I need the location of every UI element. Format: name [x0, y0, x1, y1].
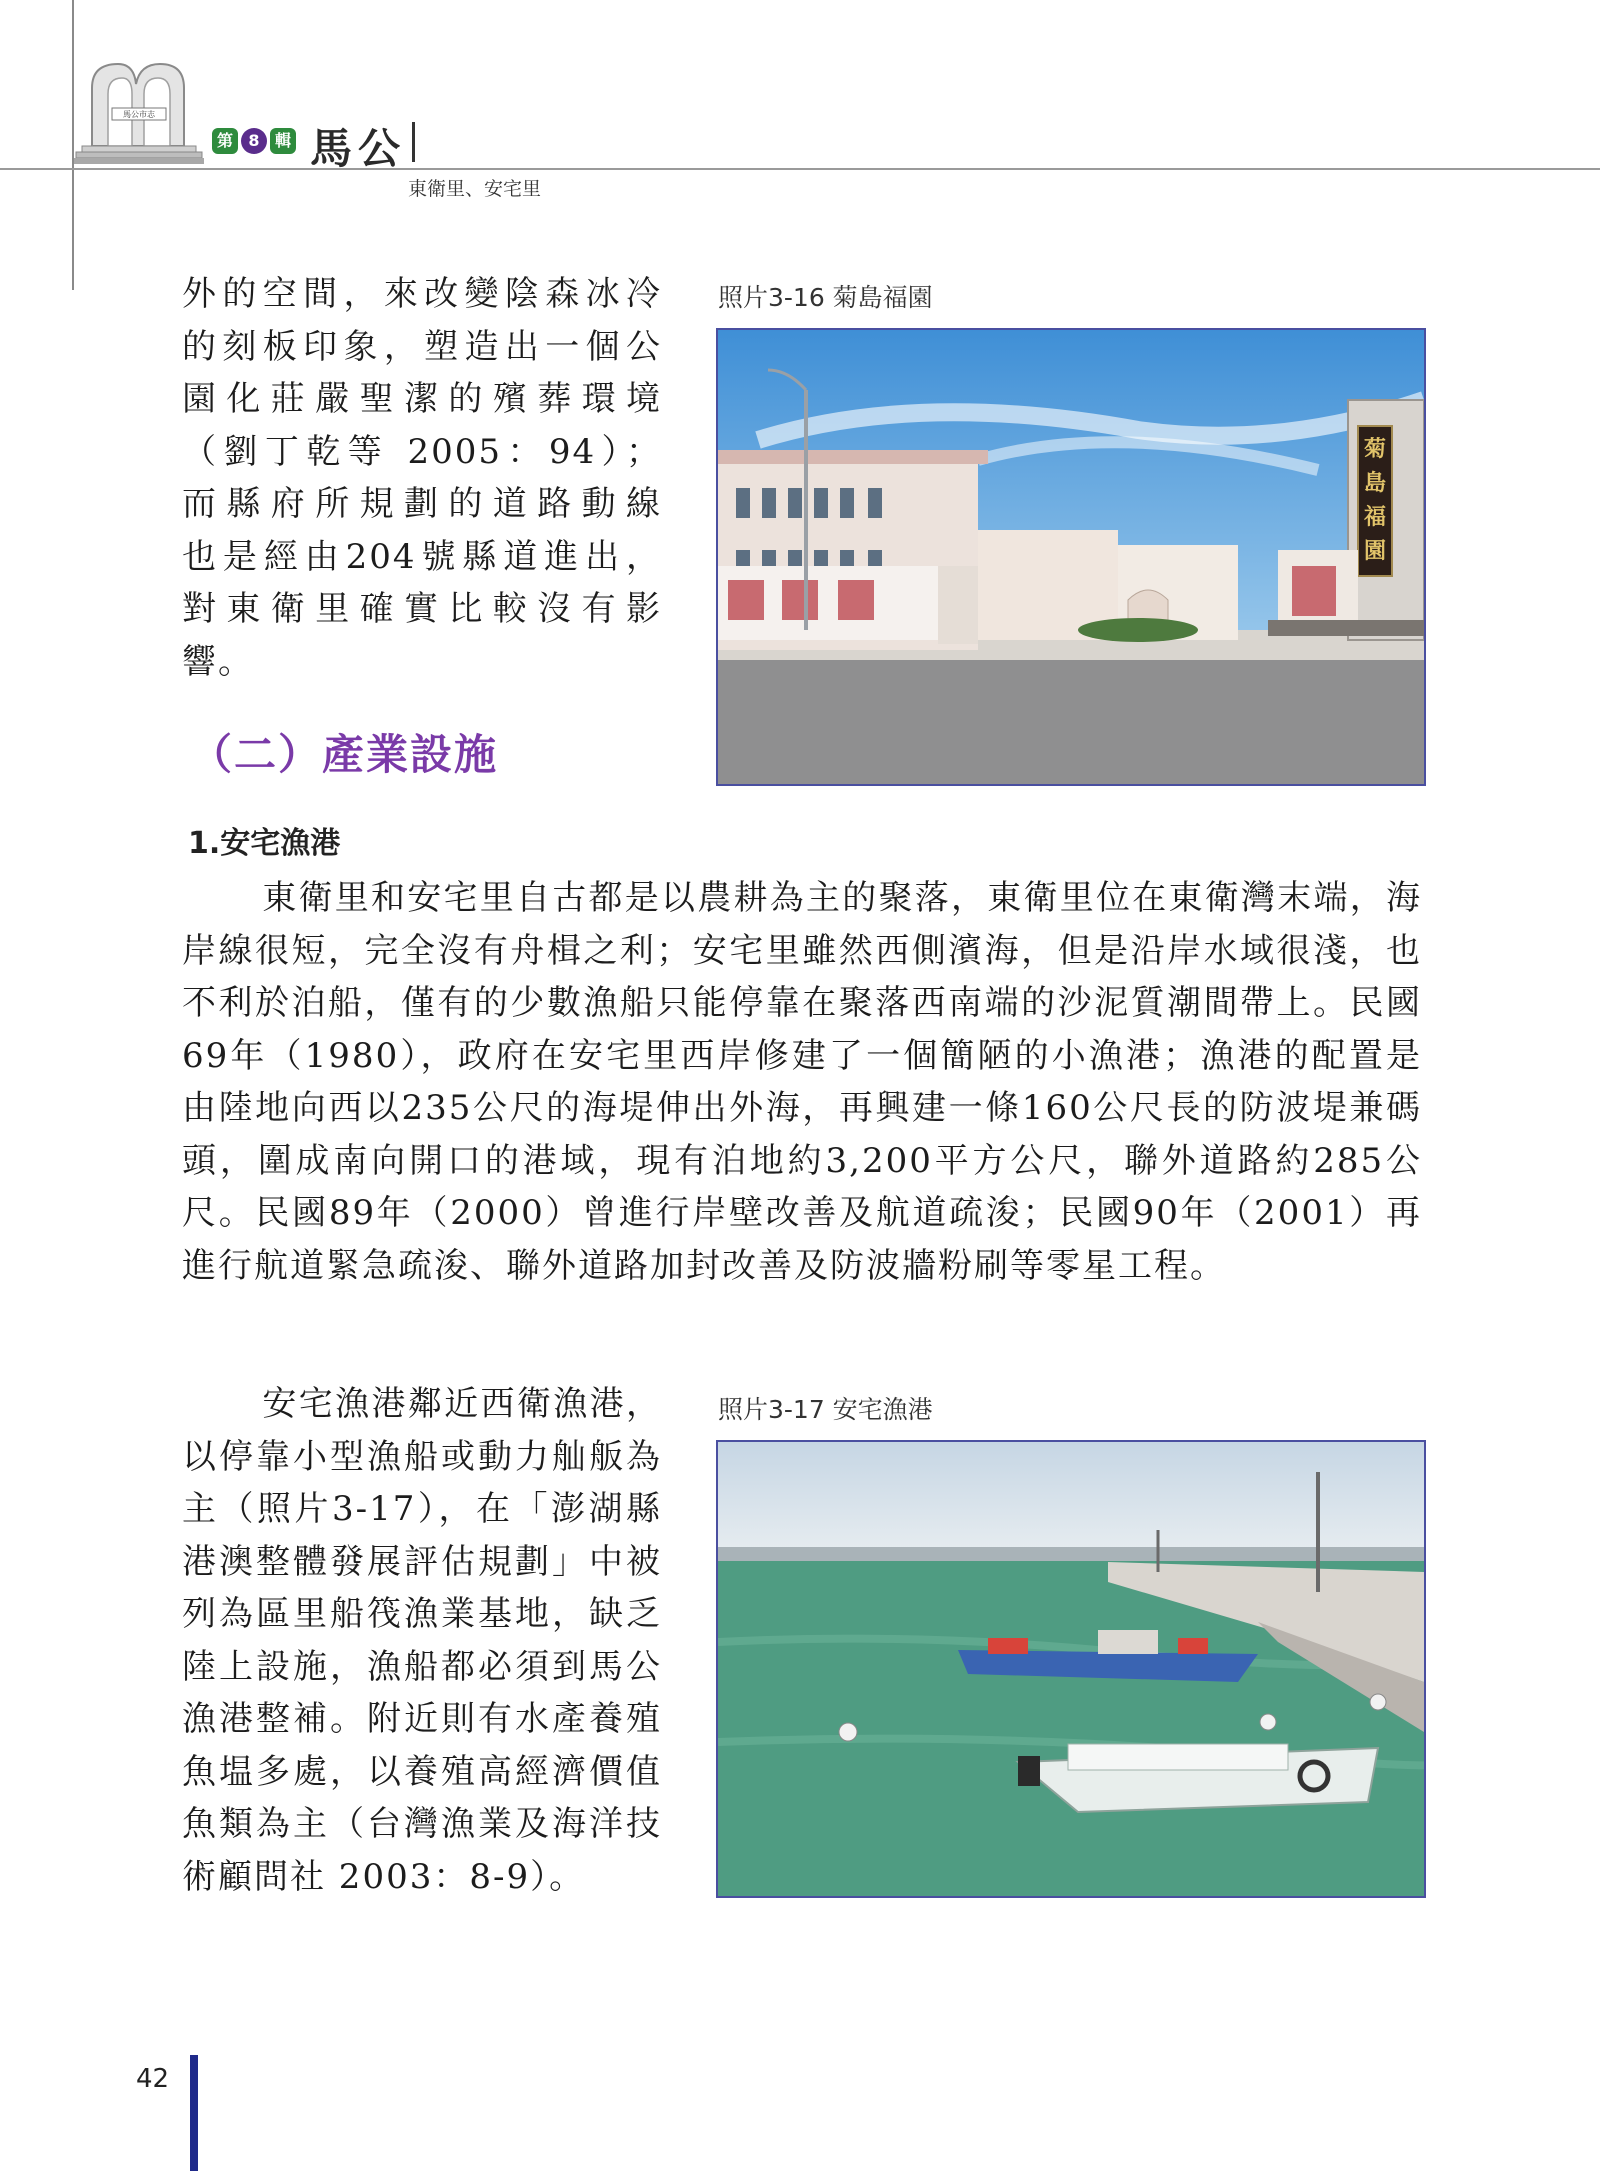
sign-character: 園 [1363, 538, 1387, 564]
paragraph-harbor-neighbors [182, 1378, 662, 1903]
volume-badge [212, 128, 296, 154]
paragraph-text: 東衛里和安宅里自古都是以農耕為主的聚落，東衛里位在東衛灣末端，海岸線很短，完全沒有舟楫之利；安宅里雖然西側濱海，但是沿岸水域很淺，也不利於泊船，僅有的少數漁船只能停靠在聚落西南端的沙泥質潮間帶上。民國69年（1980），政府在安宅里西岸修建了一個簡陋的小漁港；漁港的配置是由陸地向西以235公尺的海堤伸出外海，再興建一條160公尺長的防波堤兼碼頭，圍成南向開口的港域，現有泊地約3,200平方公尺，聯外道路約285公尺。民國89年（2000）曾進行岸壁改善及航道疏浚；民國90年（2001）再進行航道緊急疏浚、聯外道路加封改善及防波牆粉刷等零星工程。 [182, 878, 1422, 1286]
region-title: 馬公 [310, 124, 407, 173]
photo-caption: 照片3-16 菊島福園 [718, 283, 933, 312]
photo-cemetery-park [716, 328, 1426, 786]
sub-heading: 1.安宅漁港 [188, 826, 341, 861]
paragraph-continuation [182, 268, 662, 688]
volume-badge-suffix: 輯 [270, 128, 296, 154]
photo-caption: 照片3-17 安宅漁港 [718, 1395, 933, 1424]
monument-icon [74, 58, 204, 166]
photo-fishing-harbor [716, 1440, 1426, 1898]
text-line: 也是經由204號縣道進出， [182, 536, 662, 577]
header-horizontal-rule [0, 168, 1600, 170]
sign-character: 島 [1363, 470, 1387, 496]
volume-badge-prefix: 第 [212, 128, 238, 154]
page-edge-bar [190, 2055, 198, 2171]
header-subtitle: 東衛里、安宅里 [408, 178, 542, 200]
page-number: 42 [136, 2064, 170, 2094]
paragraph-anzhai-harbor [182, 872, 1422, 1292]
paragraph-text: 安宅漁港鄰近西衛漁港，以停靠小型漁船或動力舢舨為主（照片3-17），在「澎湖縣港澳整體發展評估規劃」中被列為區里船筏漁業基地，缺乏陸上設施，漁船都必須到馬公漁港整補。附近則有水產養殖魚塭多處，以養殖高經濟價值魚類為主（台灣漁業及海洋技術顧問社 2003：8-9）。 [182, 1384, 662, 1897]
text-line: （劉丁乾等 2005：94）； [182, 431, 662, 472]
text-line: 響。 [182, 641, 254, 682]
text-line: 對東衛里確實比較沒有影 [182, 589, 662, 629]
monument-plaque-text: 馬公市志 [123, 110, 155, 119]
sign-character: 福 [1363, 504, 1387, 530]
text-line: 的刻板印象，塑造出一個公 [182, 326, 662, 367]
text-line: 外的空間，來改變陰森冰冷 [182, 274, 662, 314]
section-heading: （二）產業設施 [190, 730, 499, 779]
volume-badge-number: 8 [241, 128, 267, 154]
text-line: 而縣府所規劃的道路動線 [182, 484, 662, 524]
text-line: 園化莊嚴聖潔的殯葬環境 [182, 379, 662, 419]
sign-character: 菊 [1363, 436, 1387, 462]
header-separator [412, 122, 415, 162]
